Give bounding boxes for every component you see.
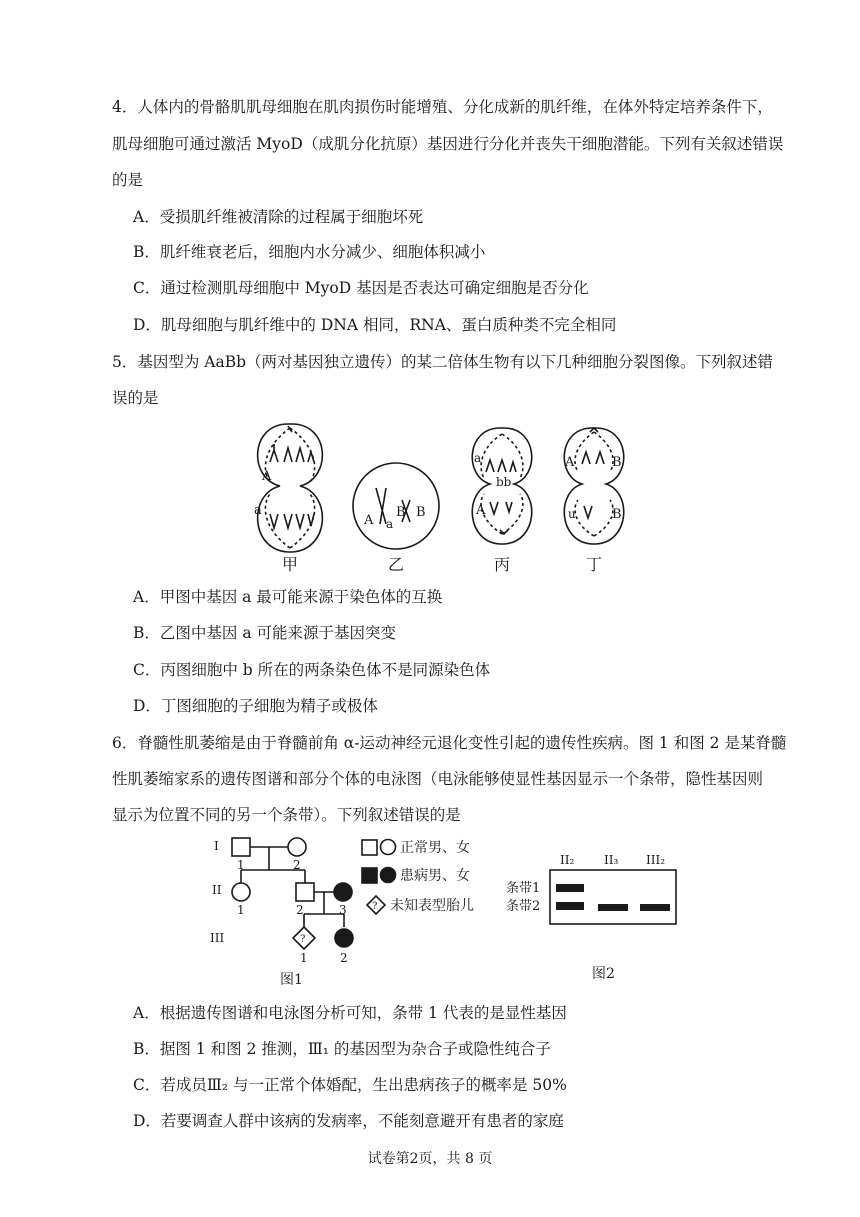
cell-division-figure: [240, 418, 640, 576]
individual-number: 2: [296, 903, 304, 917]
q5-option-b: B．乙图中基因 a 可能来源于基因突变: [133, 624, 396, 642]
q5-option-c: C．丙图细胞中 b 所在的两条染色体不是同源染色体: [133, 661, 491, 679]
cell-caption-ding: 丁: [586, 555, 603, 574]
pedigree-male-normal: [232, 838, 250, 856]
gene-label: B: [612, 455, 622, 470]
unknown-mark: ?: [300, 934, 306, 945]
gel-lane-label: II₃: [604, 853, 619, 867]
q6-option-c: C．若成员Ⅲ₂ 与一正常个体婚配，生出患病孩子的概率是 50%: [133, 1076, 567, 1094]
gene-label: a: [386, 517, 394, 531]
pedigree-female-affected: [335, 929, 353, 947]
individual-number: 2: [293, 858, 301, 872]
gene-label: A: [476, 503, 486, 518]
q6-option-d: D．若要调查人群中该病的发病率，不能刻意避开有患者的家庭: [133, 1112, 564, 1130]
generation-label-i: I: [214, 839, 219, 853]
gel-lane-label: II₂: [560, 853, 575, 867]
gel-band-ii3-band2: [598, 904, 628, 911]
q4-stem-line-1: 4．人体内的骨骼肌肌母细胞在肌肉损伤时能增殖、分化成新的肌纤维，在体外特定培养条件下，: [112, 98, 773, 116]
legend-female-affected-icon: [381, 868, 396, 883]
gel-band-ii2-band2: [556, 902, 584, 910]
q6-stem-line-3: 显示为位置不同的另一个条带）。下列叙述错误的是: [112, 806, 461, 824]
q5-option-d: D．丁图细胞的子细胞为精子或极体: [133, 697, 378, 715]
gene-label: a: [474, 451, 482, 465]
gel-box: [550, 870, 676, 924]
gel-band-ii2-band1: [556, 884, 584, 892]
figure-1-caption: 图1: [280, 972, 303, 988]
gene-label: B: [416, 505, 426, 520]
individual-number: 1: [300, 951, 308, 965]
gel-lane-label: III₂: [646, 853, 666, 867]
legend-unknown-mark: ?: [372, 901, 378, 912]
cell-caption-bing: 丙: [494, 555, 511, 574]
gel-band-label-2: 条带2: [506, 899, 541, 914]
gel-band-label-1: 条带1: [506, 881, 541, 896]
cell-ding: [564, 428, 623, 544]
q4-option-a: A．受损肌纤维被清除的过程属于细胞坏死: [133, 208, 424, 226]
individual-number: 1: [237, 858, 245, 872]
cell-caption-jia: 甲: [282, 555, 299, 574]
pedigree-female-normal: [232, 883, 250, 901]
gene-label: A: [262, 469, 272, 484]
q6-stem-line-2: 性肌萎缩家系的遗传图谱和部分个体的电泳图（电泳能够使显性基因显示一个条带，隐性基因则: [112, 770, 764, 788]
pedigree-male-normal: [296, 883, 314, 901]
gene-label: A: [565, 455, 575, 470]
legend-female-normal-icon: [381, 840, 396, 855]
legend-male-normal-icon: [362, 840, 377, 855]
individual-number: 3: [339, 903, 347, 917]
pedigree-female-affected: [334, 883, 352, 901]
gene-label: A: [364, 513, 374, 528]
pedigree-female-normal: [288, 838, 306, 856]
q4-option-d: D．肌母细胞与肌纤维中的 DNA 相同，RNA、蛋白质种类不完全相同: [133, 316, 617, 334]
individual-number: 1: [237, 903, 245, 917]
individual-number: 2: [340, 951, 348, 965]
q4-option-c: C．通过检测肌母细胞中 MyoD 基因是否表达可确定细胞是否分化: [133, 279, 589, 297]
generation-label-iii: III: [210, 931, 225, 945]
q6-option-a: A．根据遗传图谱和电泳图分析可知，条带 1 代表的是显性基因: [133, 1004, 567, 1022]
gene-label: u: [568, 507, 576, 521]
gene-label: B: [612, 507, 622, 522]
gene-label: B: [396, 505, 406, 520]
q4-stem-line-2: 肌母细胞可通过激活 MyoD（成肌分化抗原）基因进行分化并丧失干细胞潜能。下列有关叙述错误: [112, 135, 784, 153]
generation-label-ii: II: [212, 883, 222, 897]
gel-band-iii2-band2: [640, 904, 670, 911]
legend-male-affected-icon: [362, 868, 377, 883]
q5-stem-line-2: 误的是: [112, 389, 159, 407]
page-footer: 试卷第2页，共 8 页: [367, 1151, 493, 1167]
q6-stem-line-1: 6．脊髓性肌萎缩是由于脊髓前角 α-运动神经元退化变性引起的遗传性疾病。图 1 和图 2 是某脊髓: [112, 734, 787, 752]
legend-unknown-label: 未知表型胎儿: [390, 898, 474, 914]
q4-option-b: B．肌纤维衰老后，细胞内水分减少、细胞体积减小: [133, 243, 486, 261]
gene-label: bb: [496, 475, 512, 489]
q5-option-a: A．甲图中基因 a 最可能来源于染色体的互换: [133, 588, 443, 606]
figure-2-caption: 图2: [592, 966, 615, 982]
q6-option-b: B．据图 1 和图 2 推测，Ⅲ₁ 的基因型为杂合子或隐性纯合子: [133, 1040, 551, 1058]
q5-stem-line-1: 5．基因型为 AaBb（两对基因独立遗传）的某二倍体生物有以下几种细胞分裂图像。下列叙述错: [112, 353, 774, 371]
cell-jia: [258, 424, 323, 552]
legend-normal-label: 正常男、女: [400, 840, 470, 856]
gene-label: a: [254, 503, 262, 518]
q4-stem-line-3: 的是: [112, 171, 144, 189]
pedigree-figure: [200, 832, 680, 990]
cell-caption-yi: 乙: [388, 555, 405, 574]
legend-affected-label: 患病男、女: [400, 868, 470, 884]
